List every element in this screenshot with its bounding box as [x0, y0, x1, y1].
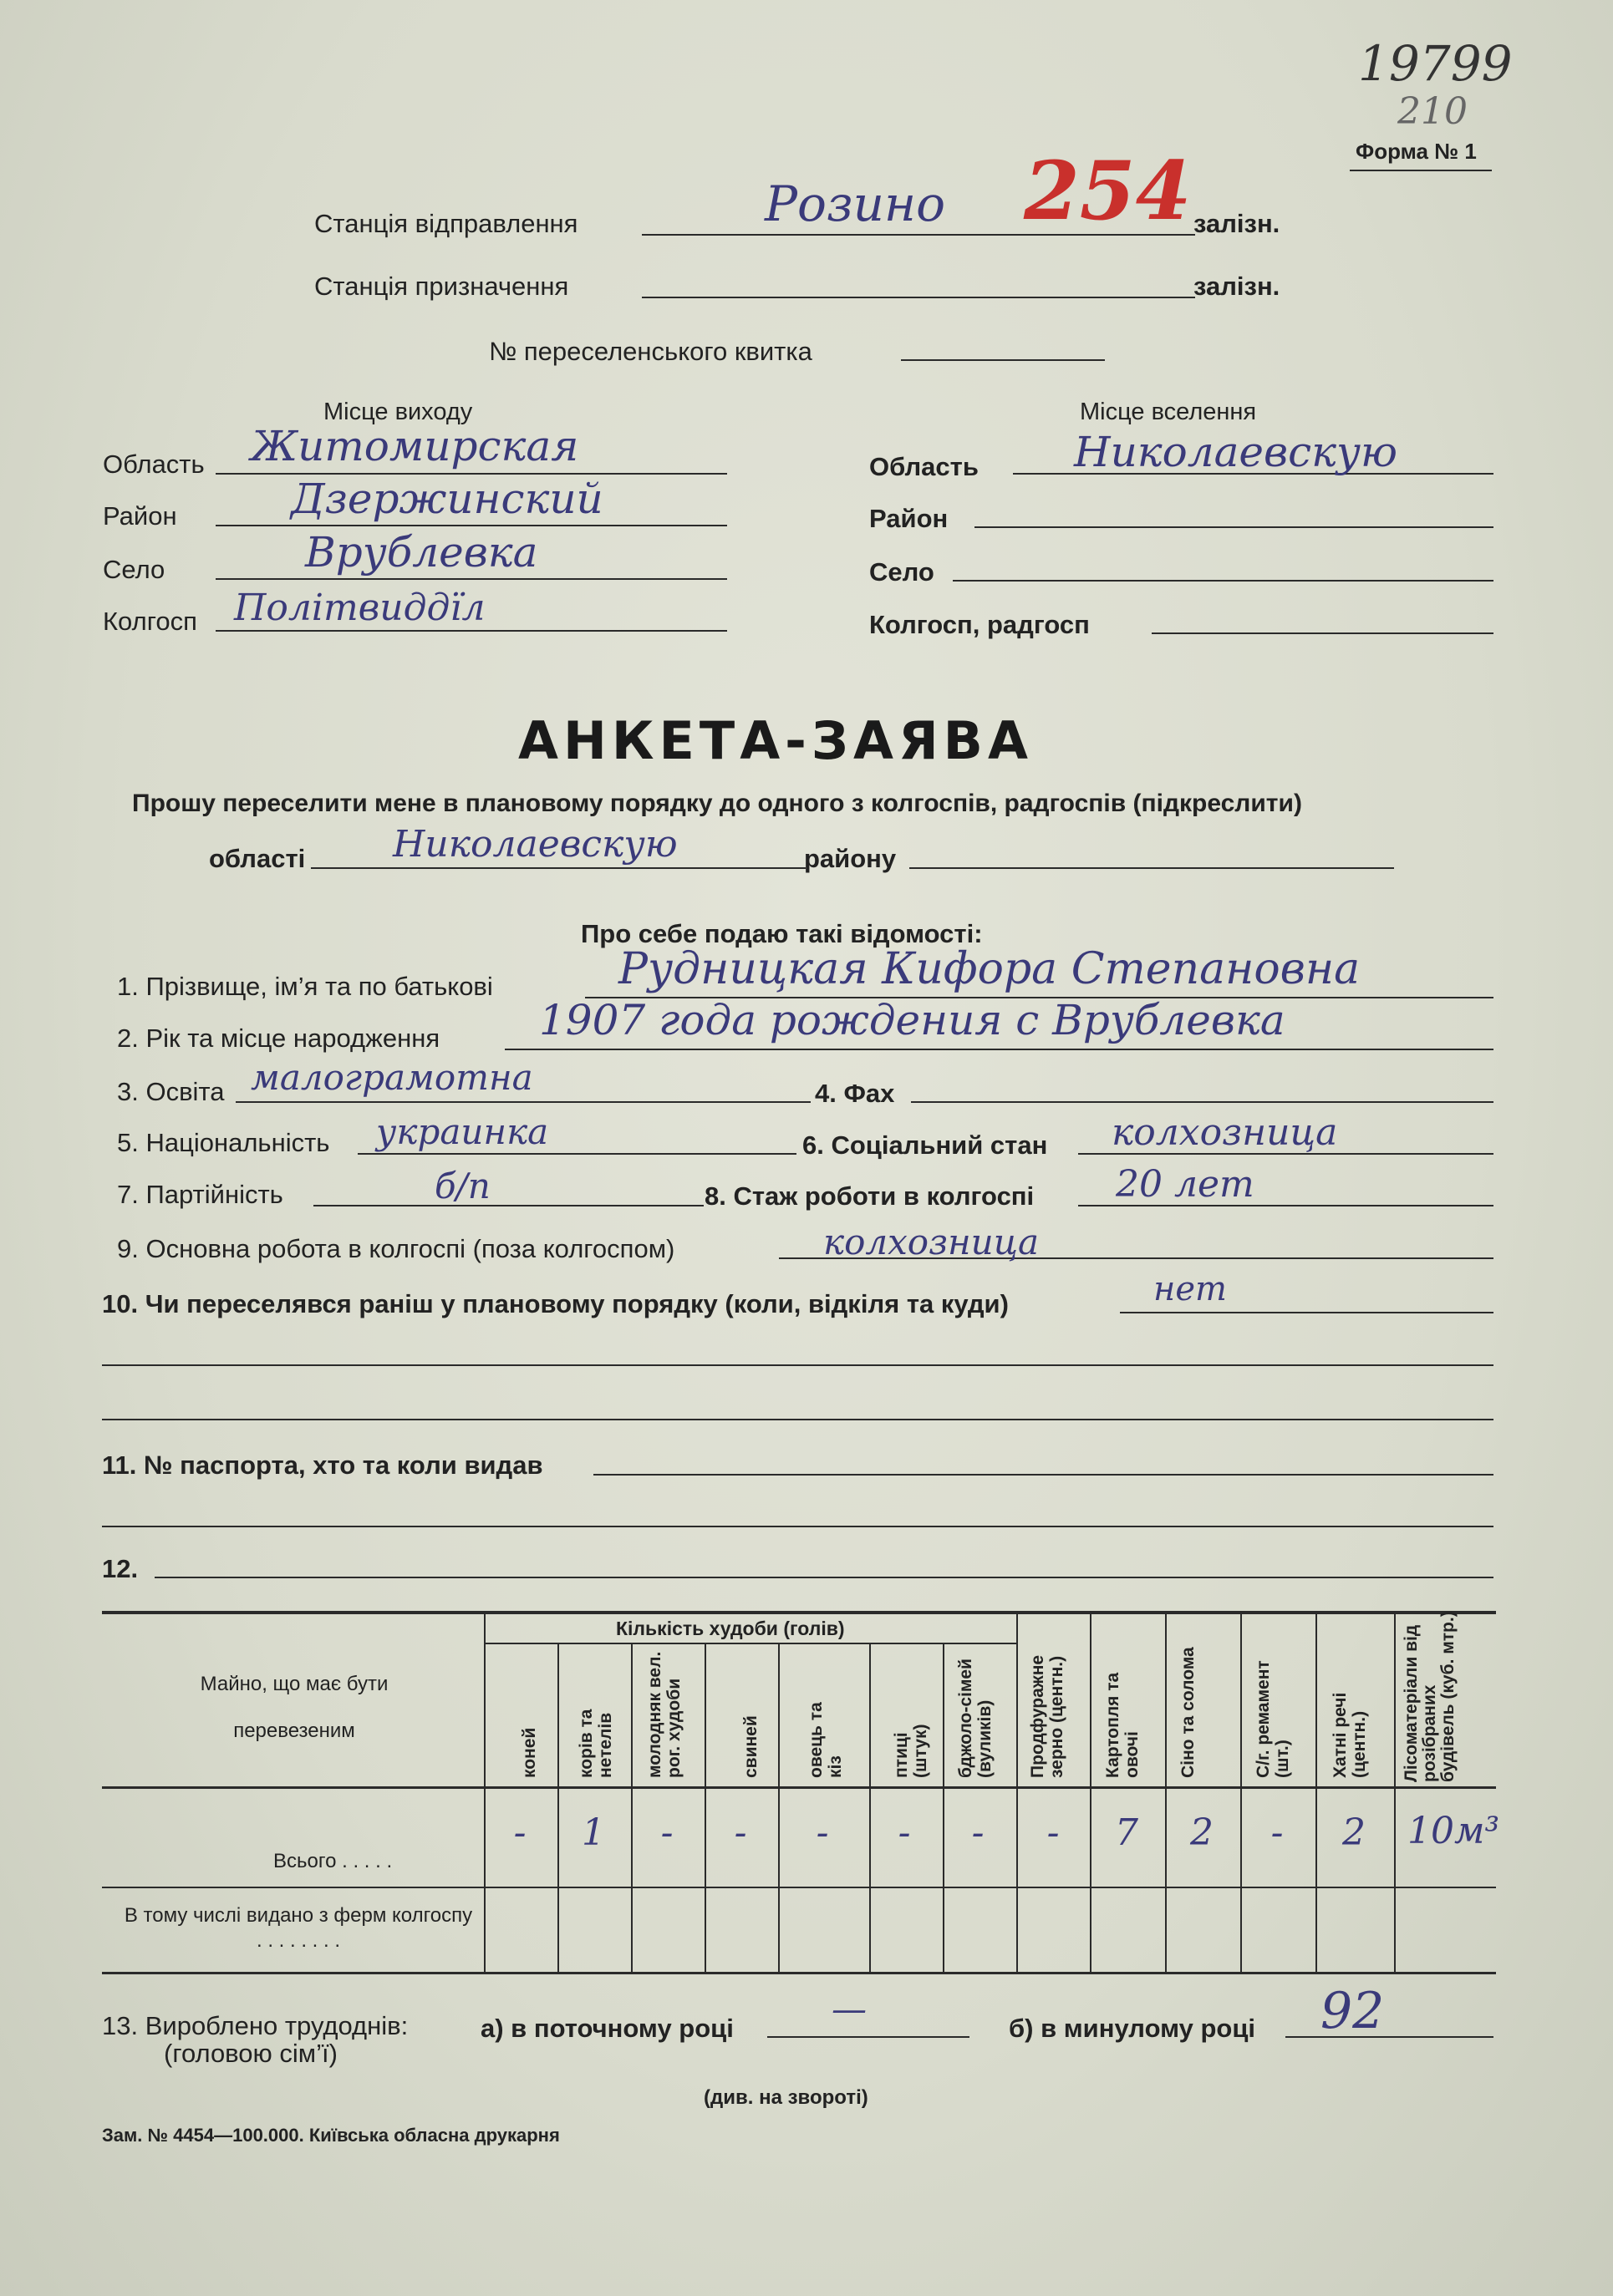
- col-sheep: овець та кіз: [806, 1702, 845, 1778]
- origin-kolhosp-line: [216, 630, 727, 632]
- q9-value: колхозница: [823, 1222, 1040, 1262]
- origin-oblast-value: Житомирская: [251, 422, 579, 470]
- total-timber: 10м³: [1407, 1810, 1500, 1852]
- q11-line-2: [102, 1526, 1493, 1527]
- total-young-cattle: -: [660, 1811, 674, 1854]
- q13-a-label: а) в поточному році: [481, 2014, 734, 2043]
- q4-label: 4. Фах: [815, 1079, 895, 1108]
- q10-line: [1120, 1312, 1493, 1313]
- q7-label: 7. Партійність: [117, 1180, 283, 1209]
- q12-line: [155, 1577, 1493, 1578]
- q13-sub: (головою сім’ї): [164, 2039, 338, 2068]
- q8-value: 20 лет: [1116, 1163, 1254, 1206]
- q5-label: 5. Національність: [117, 1128, 330, 1157]
- property-table: [102, 1611, 1500, 1972]
- origin-raion-label: Район: [103, 501, 177, 531]
- form-label-underline: [1350, 170, 1492, 171]
- col-horses: коней: [520, 1727, 539, 1778]
- row-total-label: Всього . . . . .: [273, 1850, 393, 1872]
- ticket-label: № переселенського квитка: [489, 337, 812, 366]
- col-timber: Лісоматеріали від розібраних будівель (куб. мтр.): [1402, 1611, 1458, 1782]
- station-destination-line: [642, 297, 1195, 298]
- origin-raion-line: [216, 525, 727, 526]
- destination-oblast-value: Николаевскую: [1074, 428, 1397, 476]
- q7-line: [313, 1205, 704, 1206]
- see-reverse: (див. на звороті): [704, 2086, 868, 2109]
- q6-value: колхозница: [1112, 1111, 1338, 1154]
- station-destination-label: Станція призначення: [314, 272, 569, 301]
- destination-raion-label: Район: [869, 504, 949, 533]
- q3-label: 3. Освіта: [117, 1077, 225, 1106]
- total-pigs: -: [734, 1811, 747, 1854]
- destination-oblast-label: Область: [869, 452, 979, 481]
- total-poultry: -: [898, 1811, 911, 1854]
- q9-label: 9. Основна робота в колгоспі (поза колгоспом): [117, 1234, 675, 1263]
- origin-selo-label: Село: [103, 555, 165, 584]
- total-hay: 2: [1190, 1811, 1214, 1854]
- printer-note: Зам. № 4454—100.000. Київська обласна друкарня: [102, 2125, 560, 2146]
- q12-label: 12.: [102, 1554, 139, 1583]
- property-header: Майно, що має бути перевезеним: [200, 1673, 389, 1742]
- red-number: 254: [1024, 144, 1192, 238]
- origin-oblast-label: Область: [103, 450, 205, 479]
- q7-value: б/п: [435, 1166, 491, 1206]
- q2-line: [505, 1049, 1493, 1050]
- destination-raion-line: [974, 526, 1493, 528]
- destination-selo-label: Село: [869, 557, 934, 587]
- q8-label: 8. Стаж роботи в колгоспі: [705, 1181, 1035, 1211]
- q10-label: 10. Чи переселявся раніш у плановому порядку (коли, відкіля та куди): [102, 1289, 1009, 1318]
- destination-kolhosp-line: [1152, 632, 1493, 634]
- request-text: Прошу переселити мене в плановому порядку до одного з колгоспів, радгоспів (підкреслити): [132, 790, 1302, 817]
- q11-label: 11. № паспорта, хто та коли видав: [102, 1450, 543, 1480]
- archive-number-2: 210: [1397, 90, 1468, 133]
- about-heading: Про себе подаю такі відомості:: [581, 919, 983, 948]
- origin-selo-line: [216, 578, 727, 580]
- origin-raion-value: Дзержинский: [291, 475, 603, 523]
- origin-selo-value: Врублевка: [305, 528, 538, 577]
- q13-b-label: б) в минулому році: [1009, 2014, 1256, 2043]
- oblasti-line: [311, 867, 806, 869]
- q2-value: 1907 года рождения с Врублевка: [539, 996, 1285, 1044]
- col-equipment: С/г. ремамент (шт.): [1254, 1660, 1292, 1778]
- q4-line: [911, 1101, 1493, 1103]
- form-title: АНКЕТА-ЗАЯВА: [518, 710, 1033, 771]
- total-household: 2: [1342, 1811, 1366, 1854]
- q10-line-3: [102, 1419, 1493, 1420]
- q6-label: 6. Соціальний стан: [802, 1130, 1048, 1160]
- oblasti-value: Николаевскую: [393, 823, 678, 866]
- total-equipment: -: [1270, 1811, 1284, 1854]
- q13-a-line: [767, 2036, 969, 2038]
- q13-a-value: —: [832, 1989, 867, 2029]
- total-grain: -: [1046, 1811, 1060, 1854]
- q1-value: Рудницкая Кифора Степановна: [618, 944, 1361, 994]
- col-cows: корів та нетелів: [577, 1709, 615, 1778]
- station-departure-label: Станція відправлення: [314, 209, 578, 238]
- origin-kolhosp-value: Політвиддїл: [234, 587, 486, 629]
- col-pigs: свиней: [741, 1715, 761, 1778]
- q3-line: [236, 1101, 811, 1103]
- destination-kolhosp-label: Колгосп, радгосп: [869, 610, 1090, 639]
- livestock-header: Кількість худоби (голів): [616, 1618, 845, 1639]
- col-poultry: птиці (штук): [892, 1724, 930, 1778]
- row-issued-label: В тому числі видано з ферм колгоспу . . . . . . . .: [124, 1904, 473, 1952]
- q11-line: [593, 1474, 1493, 1476]
- oblasti-label: області: [209, 844, 306, 873]
- col-grain: Продфуражне зерно (центн.): [1028, 1654, 1066, 1778]
- q3-value: малограмотна: [251, 1057, 533, 1098]
- destination-heading: Місце вселення: [1080, 399, 1257, 425]
- q5-line: [358, 1153, 796, 1155]
- q5-value: украинка: [376, 1111, 549, 1152]
- q13-label: 13. Вироблено трудоднів:: [102, 2011, 409, 2040]
- form-label: Форма № 1: [1356, 139, 1477, 164]
- railway-suffix-1: залізн.: [1193, 209, 1280, 238]
- col-household: Хатні речі (центн.): [1331, 1692, 1369, 1778]
- raionu-label: району: [804, 844, 897, 873]
- railway-suffix-2: залізн.: [1193, 272, 1280, 301]
- col-hay: Сіно та солома: [1178, 1647, 1198, 1778]
- origin-heading: Місце виходу: [323, 399, 473, 425]
- total-cows: 1: [582, 1811, 605, 1854]
- archive-number: 19799: [1358, 35, 1513, 92]
- col-young-cattle: молодняк вел. рог. худоби: [645, 1651, 684, 1778]
- q13-b-line: [1285, 2036, 1493, 2038]
- q13-b-value: 92: [1320, 1982, 1385, 2040]
- q1-label: 1. Прізвище, ім’я та по батькові: [117, 972, 493, 1001]
- q2-label: 2. Рік та місце народження: [117, 1024, 440, 1053]
- col-potatoes: Картопля та овочі: [1103, 1672, 1142, 1778]
- total-sheep: -: [816, 1811, 829, 1854]
- q10-line-2: [102, 1364, 1493, 1366]
- raionu-line: [909, 867, 1394, 869]
- station-departure-value: Розино: [765, 175, 946, 232]
- q10-value: нет: [1153, 1270, 1227, 1308]
- ticket-line: [901, 359, 1105, 361]
- total-bees: -: [971, 1811, 985, 1854]
- origin-kolhosp-label: Колгосп: [103, 607, 197, 636]
- total-potatoes: 7: [1115, 1811, 1138, 1854]
- total-horses: -: [513, 1811, 527, 1854]
- col-bees: бджоло-сімей (вуликів): [956, 1659, 995, 1778]
- destination-selo-line: [953, 580, 1493, 582]
